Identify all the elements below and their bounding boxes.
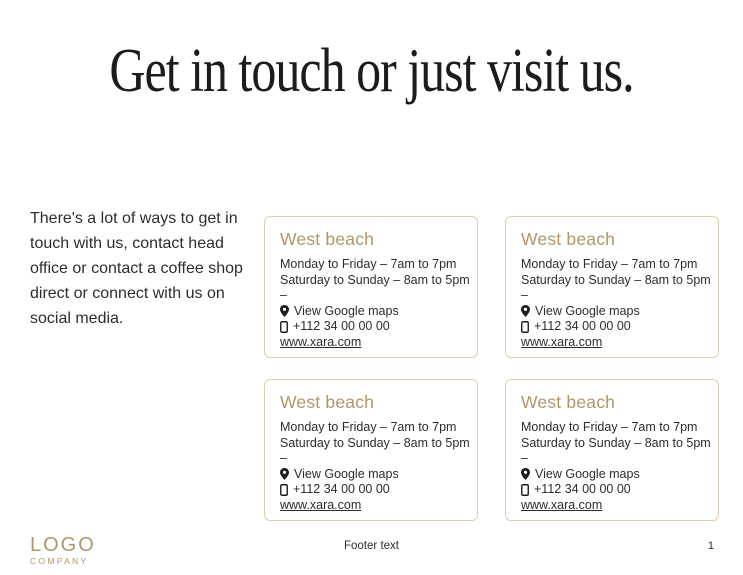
- page-title: Get in touch or just visit us.: [109, 35, 634, 105]
- location-card: [264, 379, 478, 521]
- schedule-weekend: Saturday to Sunday – 8am to 5pm: [521, 435, 711, 450]
- schedule-weekend: Saturday to Sunday – 8am to 5pm: [521, 272, 711, 287]
- website-link[interactable]: www.xara.com: [521, 497, 603, 512]
- page-number: 1: [707, 540, 714, 552]
- schedule-weekend: Saturday to Sunday – 8am to 5pm: [280, 272, 470, 287]
- google-maps-link[interactable]: [521, 467, 703, 483]
- google-maps-link-label: View Google maps: [294, 303, 399, 318]
- website-link[interactable]: www.xara.com: [521, 334, 603, 349]
- schedule-weekend: Saturday to Sunday – 8am to 5pm: [280, 435, 470, 450]
- schedule-separator: –: [521, 451, 528, 465]
- logo-subtext: COMPANY: [30, 556, 89, 566]
- schedule-weekdays: Monday to Friday – 7am to 7pm: [280, 420, 457, 434]
- map-pin-icon: [521, 305, 530, 317]
- location-card-title: West beach: [521, 392, 616, 412]
- phone-row: [521, 319, 703, 335]
- website-link[interactable]: www.xara.com: [280, 497, 362, 512]
- google-maps-link[interactable]: [280, 304, 462, 320]
- schedule-separator: –: [521, 288, 528, 302]
- intro-paragraph: There's a lot of ways to get in touch with us, contact head office or contact a coffee shop direct or connect with us on social media.: [30, 210, 243, 327]
- phone-number: +112 34 00 00 00: [534, 319, 631, 333]
- map-pin-icon: [280, 468, 289, 480]
- footer-text: Footer text: [344, 540, 399, 552]
- schedule-weekdays: Monday to Friday – 7am to 7pm: [521, 420, 698, 434]
- schedule-separator: –: [280, 288, 287, 302]
- mobile-phone-icon: [280, 484, 288, 496]
- schedule-weekdays: Monday to Friday – 7am to 7pm: [521, 257, 698, 271]
- mobile-phone-icon: [280, 321, 288, 333]
- google-maps-link-label: View Google maps: [535, 303, 640, 318]
- phone-number: +112 34 00 00 00: [293, 319, 390, 333]
- phone-row: [521, 482, 703, 498]
- locations-grid: [264, 216, 719, 521]
- google-maps-link-label: View Google maps: [535, 466, 640, 481]
- google-maps-link[interactable]: [280, 467, 462, 483]
- location-card-title: West beach: [280, 392, 375, 412]
- mobile-phone-icon: [521, 484, 529, 496]
- map-pin-icon: [521, 468, 530, 480]
- schedule-separator: –: [280, 451, 287, 465]
- phone-row: [280, 319, 462, 335]
- phone-number: +112 34 00 00 00: [293, 482, 390, 496]
- google-maps-link-label: View Google maps: [294, 466, 399, 481]
- logo-text: LOGO: [30, 534, 96, 556]
- map-pin-icon: [280, 305, 289, 317]
- location-card: [505, 379, 719, 521]
- website-link[interactable]: www.xara.com: [280, 334, 362, 349]
- mobile-phone-icon: [521, 321, 529, 333]
- location-card: [264, 216, 478, 358]
- location-card-title: West beach: [280, 229, 375, 249]
- google-maps-link[interactable]: [521, 304, 703, 320]
- location-card: [505, 216, 719, 358]
- location-card-title: West beach: [521, 229, 616, 249]
- phone-row: [280, 482, 462, 498]
- schedule-weekdays: Monday to Friday – 7am to 7pm: [280, 257, 457, 271]
- phone-number: +112 34 00 00 00: [534, 482, 631, 496]
